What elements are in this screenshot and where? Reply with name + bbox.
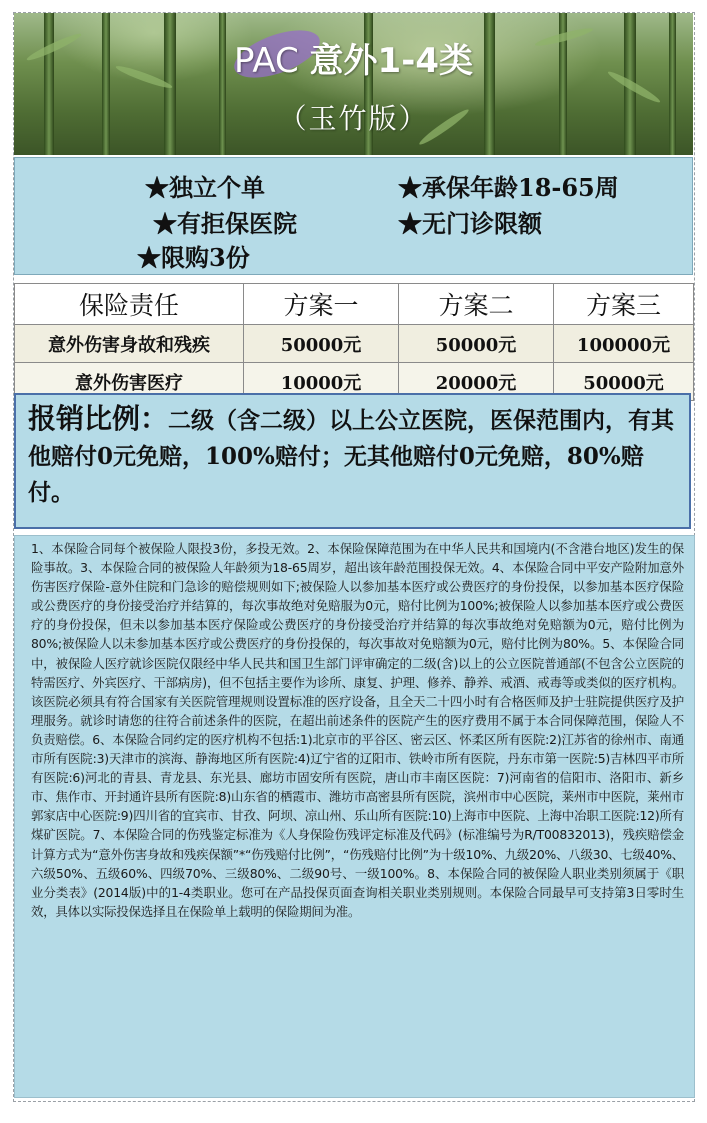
feature-excluded-hospitals: ★有拒保医院 <box>153 209 297 238</box>
table-cell: 10000元 <box>244 363 399 401</box>
table-header-cell: 方案一 <box>244 284 399 325</box>
table-cell: 50000元 <box>399 325 554 363</box>
features-box <box>14 157 693 275</box>
title-prefix: PAC <box>234 41 299 81</box>
reimbursement-text: 二级（含二级）以上公立医院，医保范围内，有其他赔付0元免赔，100%赔付；无其他赔付0元免赔，80%赔付。 <box>28 407 675 506</box>
table-header-cell: 保险责任 <box>15 284 244 325</box>
table-row <box>15 325 694 363</box>
page-title <box>14 33 693 82</box>
table-cell: 50000元 <box>244 325 399 363</box>
feature-age-range: ★承保年龄18-65周 <box>398 173 619 202</box>
coverage-table <box>14 283 694 401</box>
header-banner <box>14 13 693 155</box>
table-cell: 意外伤害身故和残疾 <box>15 325 244 363</box>
terms-text: 1、本保险合同每个被保险人限投3份，多投无效。2、本保险保障范围为在中华人民共和国境内(不含港台地区)发生的保险事故。3、本保险合同的被保险人年龄须为18-65周岁，超出该年龄范围投保无效。4、本保险合同中平安产险附加意外伤害医疗保险-意外住院和门急诊的赔偿规则如下;被保险人以参加基本医疗或公费医疗的身份投保，以参加基本医疗保险或公费医疗的身份接受治疗并结算的，每次事故绝对免赔服为0元，赔付比例为100%;被保险人以参加基本医疗或公费医疗的身份投保，但未以参加基本医疗保险或公费医疗的身份接受治疗并结算的每次事故绝对免赔额为0元，赔付比例为80%;被保险人以未参加基本医疗或公费医疗的身份投保的，每次事故对免赔额为0元，赔付比例为80%。5、本保险合同中，被保险人医疗就诊医院仅限经中华人民共和国卫生部门评审确定的二级(含)以上的公立医院普通部(不包含公立医院的特需医疗、外宾医疗、干部病房)，但不包括主要作为诊所、康复、护理、修养、静养、戒酒、戒毒等或类似的医疗机构。该医院必须具有符合国家有关医院管理规则设置标准的医疗设备，且全天二十四小时有合格医师及护士驻院提供医疗及护理服务。就诊时请您的往符合前述条件的医院，在超出前述条件的医院产生的医疗费用不属于本合同保障范围，保险人不负责赔偿。6、本保险合同约定的医疗机构不包括:1)北京市的平谷区、密云区、怀柔区所有医院:2)江苏省的徐州市、南通市所有医院:3)天津市的滨海、静海地区所有医院:4)辽宁省的辽阳市、铁岭市所有医院，丹东市第一医院:5)吉林四平市所有医院:6)河北的青县、青龙县、东光县、廊坊市固安所有医院，唐山市丰南区医院：7)河南省的信阳市、洛阳市、新乡市、焦作市、开封通许县所有医院:8)山东省的栖霞市、潍坊市高密县所有医院，滨州市中心医院，莱州市中医院，莱州市郭家店中心医院:9)四川省的宜宾市、甘孜、阿坝、凉山州、乐山所有医院:10)上海市中医院、上海中冶职工医院:12)所有煤矿医院。7、本保险合同的伤残鉴定标准为《人身保险伤残评定标准及代码》(标准编号为R/T00832013)，残疾赔偿金计算方式为“意外伤害身故和残疾保额”*“伤残赔付比例”，“伤残赔付比例”为十级10%、九级20%、八级30、七级40%、六级50%、五级60%、四级70%、三级80%、二级90号、一级100%。8、本保险合同的被保险人职业类别须属于《职业分类表》(2014版)中的1-4类职业。您可在产品投保页面查询相关职业类别规则。本保险合同最早可支持第3日零时生效，具体以实际投保选择且在保险单上载明的保险期间为准。 <box>14 535 695 1098</box>
table-header-cell: 方案三 <box>554 284 694 325</box>
table-cell: 50000元 <box>554 363 694 401</box>
feature-purchase-limit: ★限购3份 <box>137 243 250 272</box>
reimbursement-box <box>14 393 691 529</box>
reimbursement-label: 报销比例： <box>28 402 169 435</box>
feature-individual-policy: ★独立个单 <box>145 173 265 202</box>
title-main: 意外1-4类 <box>309 41 473 81</box>
page-subtitle: （玉竹版） <box>278 102 429 135</box>
table-header-cell: 方案二 <box>399 284 554 325</box>
table-header-row <box>15 284 694 325</box>
feature-no-outpatient-limit: ★无门诊限额 <box>398 209 542 238</box>
table-cell: 意外伤害医疗 <box>15 363 244 401</box>
table-cell: 20000元 <box>399 363 554 401</box>
table-cell: 100000元 <box>554 325 694 363</box>
